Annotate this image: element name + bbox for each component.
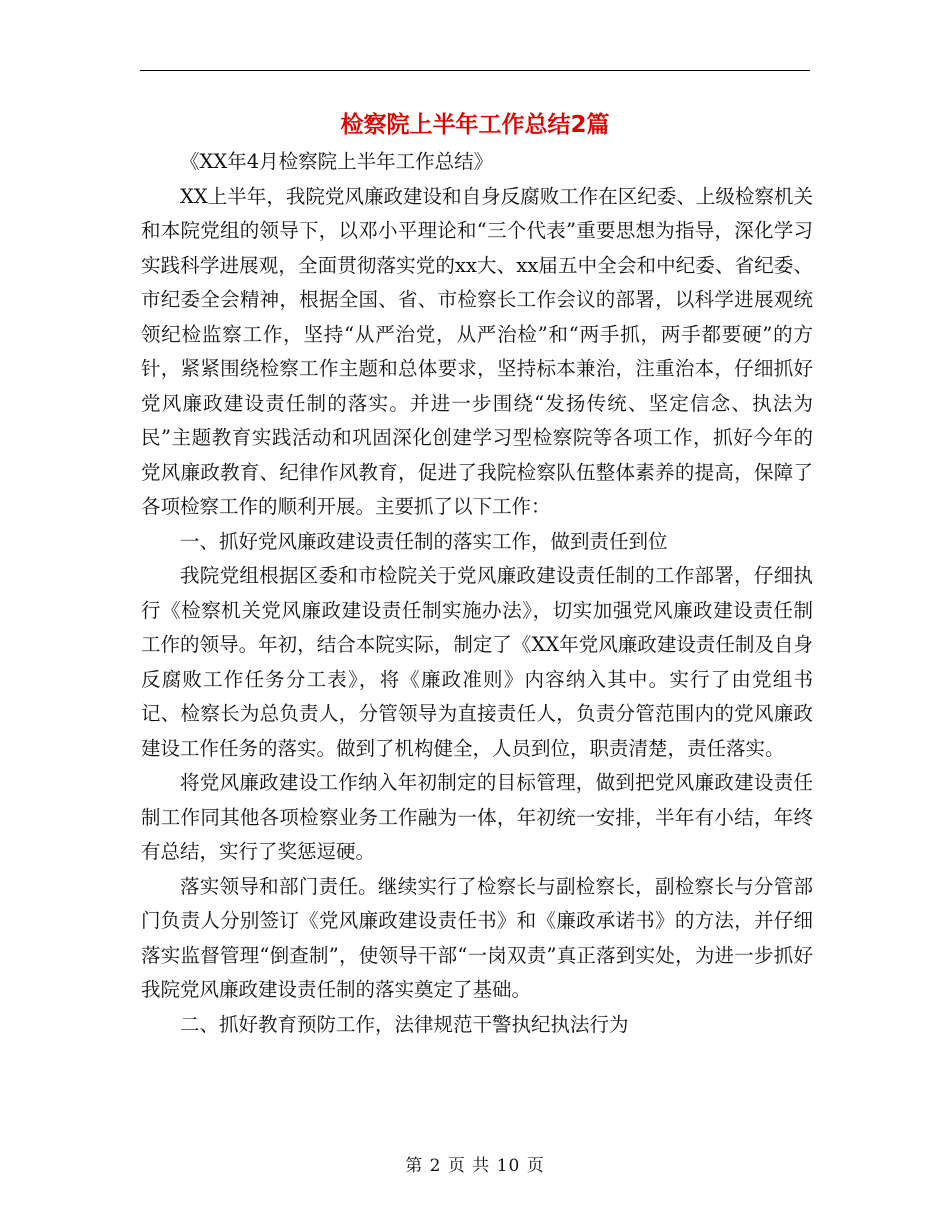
document-body — [141, 145, 813, 1042]
document-title: 检察院上半年工作总结2篇 — [340, 112, 610, 138]
subtitle-paragraph: 《XX年4月检察院上半年工作总结》 — [180, 150, 494, 173]
body-paragraph: XX上半年，我院党风廉政建设和自身反腐败工作在区纪委、上级检察机关和本院党组的领导下，以邓小平理论和“三个代表”重要思想为指导，深化学习实践科学进展观，全面贯彻落实党的xx大、xx届五中全会和中纪委、省纪委、市纪委全会精神，根据全国、省、市检察长工作会议的部署，以科学进展观统领纪检监察工作，坚持“从严治党，从严治检”和“两手抓，两手都要硬”的方针，紧紧围绕检察工作主题和总体要求，坚持标本兼治，注重治本，仔细抓好党风廉政建设责任制的落实。并进一步围绕“发扬传统、坚定信念、执法为民”主题教育实践活动和巩固深化创建学习型检察院等各项工作，抓好今年的党风廉政教育、纪律作风教育，促进了我院检察队伍整体素养的提高，保障了各项检察工作的顺利开展。主要抓了以下工作： — [141, 184, 813, 518]
page-number: 第 2 页 共 10 页 — [405, 1156, 545, 1176]
body-paragraph: 落实领导和部门责任。继续实行了检察长与副检察长，副检察长与分管部门负责人分别签订《党风廉政建设责任书》和《廉政承诺书》的方法，并仔细落实监督管理“倒查制”，使领导干部“一岗双责”真正落到实处，为进一步抓好我院党风廉政建设责任制的落实奠定了基础。 — [141, 874, 813, 1001]
section-heading: 一、抓好党风廉政建设责任制的落实工作，做到责任到位 — [180, 529, 668, 553]
body-paragraph: 我院党组根据区委和市检院关于党风廉政建设责任制的工作部署，仔细执行《检察机关党风廉政建设责任制实施办法》，切实加强党风廉政建设责任制工作的领导。年初，结合本院实际，制定了《XX年党风廉政建设责任制及自身反腐败工作任务分工表》，将《廉政准则》内容纳入其中。实行了由党组书记、检察长为总负责人，分管领导为直接责任人，负责分管范围内的党风廉政建设工作任务的落实。做到了机构健全，人员到位，职责清楚，责任落实。 — [141, 564, 813, 760]
section-heading: 二、抓好教育预防工作，法律规范干警执纪执法行为 — [180, 1012, 629, 1036]
header-rule — [140, 70, 810, 71]
body-paragraph: 将党风廉政建设工作纳入年初制定的目标管理，做到把党风廉政建设责任制工作同其他各项检察业务工作融为一体，年初统一安排，半年有小结，年终有总结，实行了奖惩逗硬。 — [141, 771, 813, 863]
